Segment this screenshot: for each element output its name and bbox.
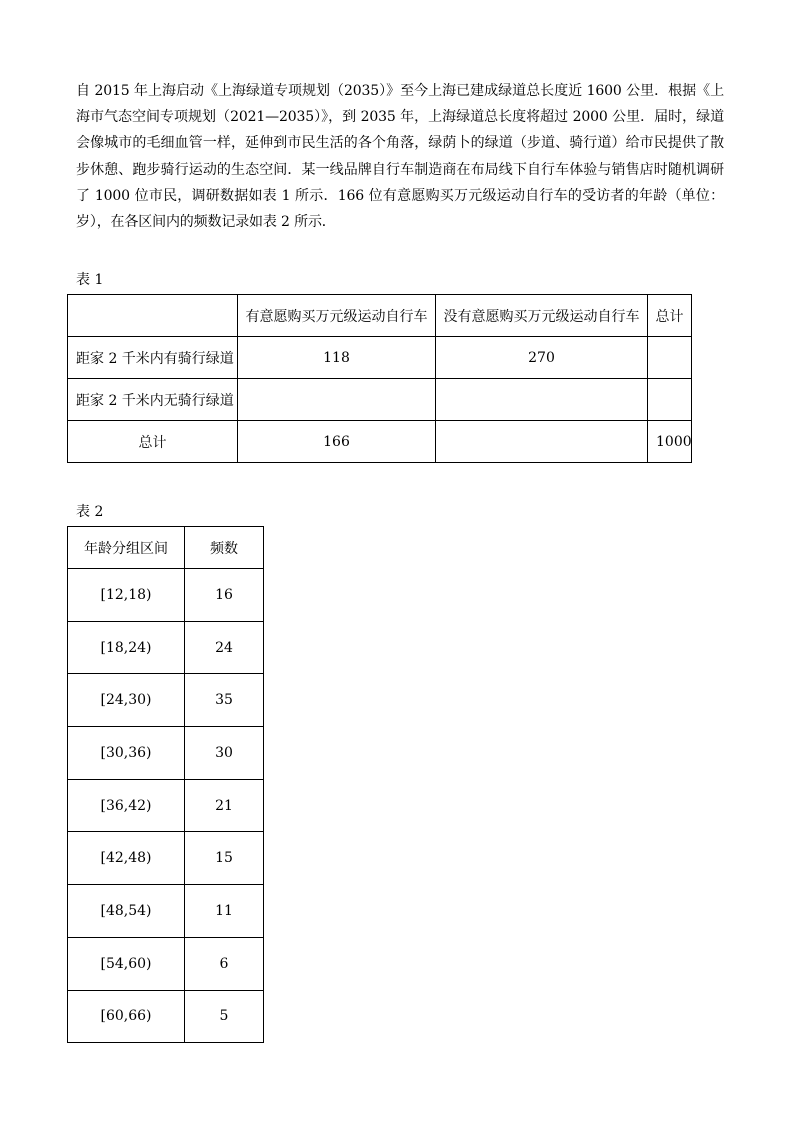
table2-header-frequency: 频数 bbox=[185, 527, 264, 569]
table1-caption: 表 1 bbox=[76, 272, 104, 288]
age-interval: [36,42) bbox=[68, 779, 185, 832]
age-interval: [12,18) bbox=[68, 569, 185, 622]
table2-header-interval: 年龄分组区间 bbox=[68, 527, 185, 569]
table1-cell bbox=[436, 421, 648, 463]
table1-cell: 118 bbox=[238, 337, 436, 379]
table1-header-willing: 有意愿购买万元级运动自行车 bbox=[238, 295, 436, 337]
table1-cell bbox=[238, 379, 436, 421]
age-interval: [42,48) bbox=[68, 832, 185, 885]
table1-cell bbox=[436, 379, 648, 421]
table-row bbox=[68, 727, 264, 780]
frequency: 24 bbox=[185, 621, 264, 674]
table1-cell bbox=[648, 379, 692, 421]
age-frequency-table bbox=[67, 526, 264, 1043]
age-interval: [48,54) bbox=[68, 885, 185, 938]
age-interval: [60,66) bbox=[68, 990, 185, 1043]
frequency: 30 bbox=[185, 727, 264, 780]
table1-header-unwilling: 没有意愿购买万元级运动自行车 bbox=[436, 295, 648, 337]
table1-cell: 166 bbox=[238, 421, 436, 463]
frequency: 15 bbox=[185, 832, 264, 885]
table1-cell: 1000 bbox=[648, 421, 692, 463]
table-row bbox=[68, 937, 264, 990]
table-row bbox=[68, 832, 264, 885]
age-interval: [54,60) bbox=[68, 937, 185, 990]
table1-row-label: 距家 2 千米内无骑行绿道 bbox=[68, 379, 238, 421]
survey-table bbox=[67, 294, 692, 463]
frequency: 35 bbox=[185, 674, 264, 727]
table1-cell bbox=[648, 337, 692, 379]
table2-caption: 表 2 bbox=[76, 504, 104, 520]
table2-header-row bbox=[68, 527, 264, 569]
table1-header-total: 总计 bbox=[648, 295, 692, 337]
table1-row-total bbox=[68, 421, 692, 463]
table1-row-without-greenway bbox=[68, 379, 692, 421]
table-row bbox=[68, 621, 264, 674]
table-row bbox=[68, 990, 264, 1043]
table1-header-row bbox=[68, 295, 692, 337]
table1-header-corner bbox=[68, 295, 238, 337]
table1-row-with-greenway bbox=[68, 337, 692, 379]
table-row bbox=[68, 674, 264, 727]
age-interval: [24,30) bbox=[68, 674, 185, 727]
problem-paragraph: 自 2015 年上海启动《上海绿道专项规划（2035）》至今上海已建成绿道总长度近 1600 公里．根据《上海市气态空间专项规划（2021—2035）》，到 2035 年，上海绿道总长度将超过 2000 公里．届时，绿道会像城市的毛细血管一样，延伸到市民生活的各个角落，绿荫卜的绿道（步道、骑行道）给市民提供了散步休憩、跑步骑行运动的生态空间．某一线品牌自行车制造商在布局线下自行车体验与销售店时随机调研了 1000 位市民，调研数据如表 1 所示．166 位有意愿购买万元级运动自行车的受访者的年龄（单位：岁），在各区间内的频数记录如表 2 所示． bbox=[76, 83, 724, 231]
table-row bbox=[68, 569, 264, 622]
table1-row-label: 距家 2 千米内有骑行绿道 bbox=[68, 337, 238, 379]
age-interval: [30,36) bbox=[68, 727, 185, 780]
table1-cell: 270 bbox=[436, 337, 648, 379]
age-interval: [18,24) bbox=[68, 621, 185, 674]
table1-row-label: 总计 bbox=[68, 421, 238, 463]
frequency: 5 bbox=[185, 990, 264, 1043]
table-row bbox=[68, 885, 264, 938]
frequency: 16 bbox=[185, 569, 264, 622]
frequency: 6 bbox=[185, 937, 264, 990]
table-row bbox=[68, 779, 264, 832]
frequency: 11 bbox=[185, 885, 264, 938]
frequency: 21 bbox=[185, 779, 264, 832]
